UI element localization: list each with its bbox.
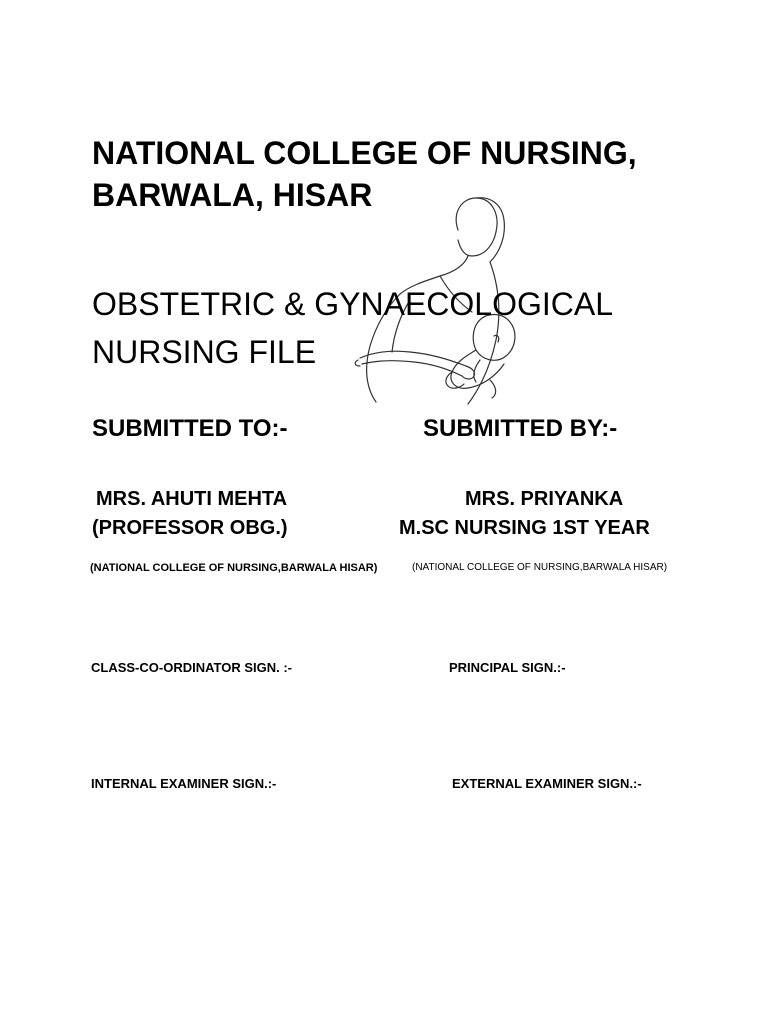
external-examiner-sign-label: EXTERNAL EXAMINER SIGN.:- <box>452 776 642 791</box>
file-title-line1: OBSTETRIC & GYNAECOLOGICAL <box>92 286 613 322</box>
class-coordinator-sign-label: CLASS-CO-ORDINATOR SIGN. :- <box>91 660 293 675</box>
principal-sign-label: PRINCIPAL SIGN.:- <box>449 660 566 675</box>
submitted-to-name: MRS. AHUTI MEHTA <box>96 488 288 510</box>
submitted-to-affiliation: (NATIONAL COLLEGE OF NURSING,BARWALA HISAR) <box>90 562 378 574</box>
college-title <box>92 132 712 216</box>
submitted-by-designation: M.SC NURSING 1ST YEAR <box>399 517 650 539</box>
submitted-by-name: MRS. PRIYANKA <box>465 488 624 510</box>
submitted-by-heading: SUBMITTED BY:- <box>423 415 618 442</box>
submitted-to-heading: SUBMITTED TO:- <box>92 415 288 442</box>
submitted-to-designation: (PROFESSOR OBG.) <box>92 517 288 539</box>
college-title-line2: BARWALA, HISAR <box>92 177 373 213</box>
college-title-line1: NATIONAL COLLEGE OF NURSING, <box>92 135 637 171</box>
file-title <box>92 280 712 376</box>
submitted-by-affiliation: (NATIONAL COLLEGE OF NURSING,BARWALA HISAR) <box>412 562 668 573</box>
file-title-line2: NURSING FILE <box>92 334 317 370</box>
internal-examiner-sign-label: INTERNAL EXAMINER SIGN.:- <box>91 776 277 791</box>
